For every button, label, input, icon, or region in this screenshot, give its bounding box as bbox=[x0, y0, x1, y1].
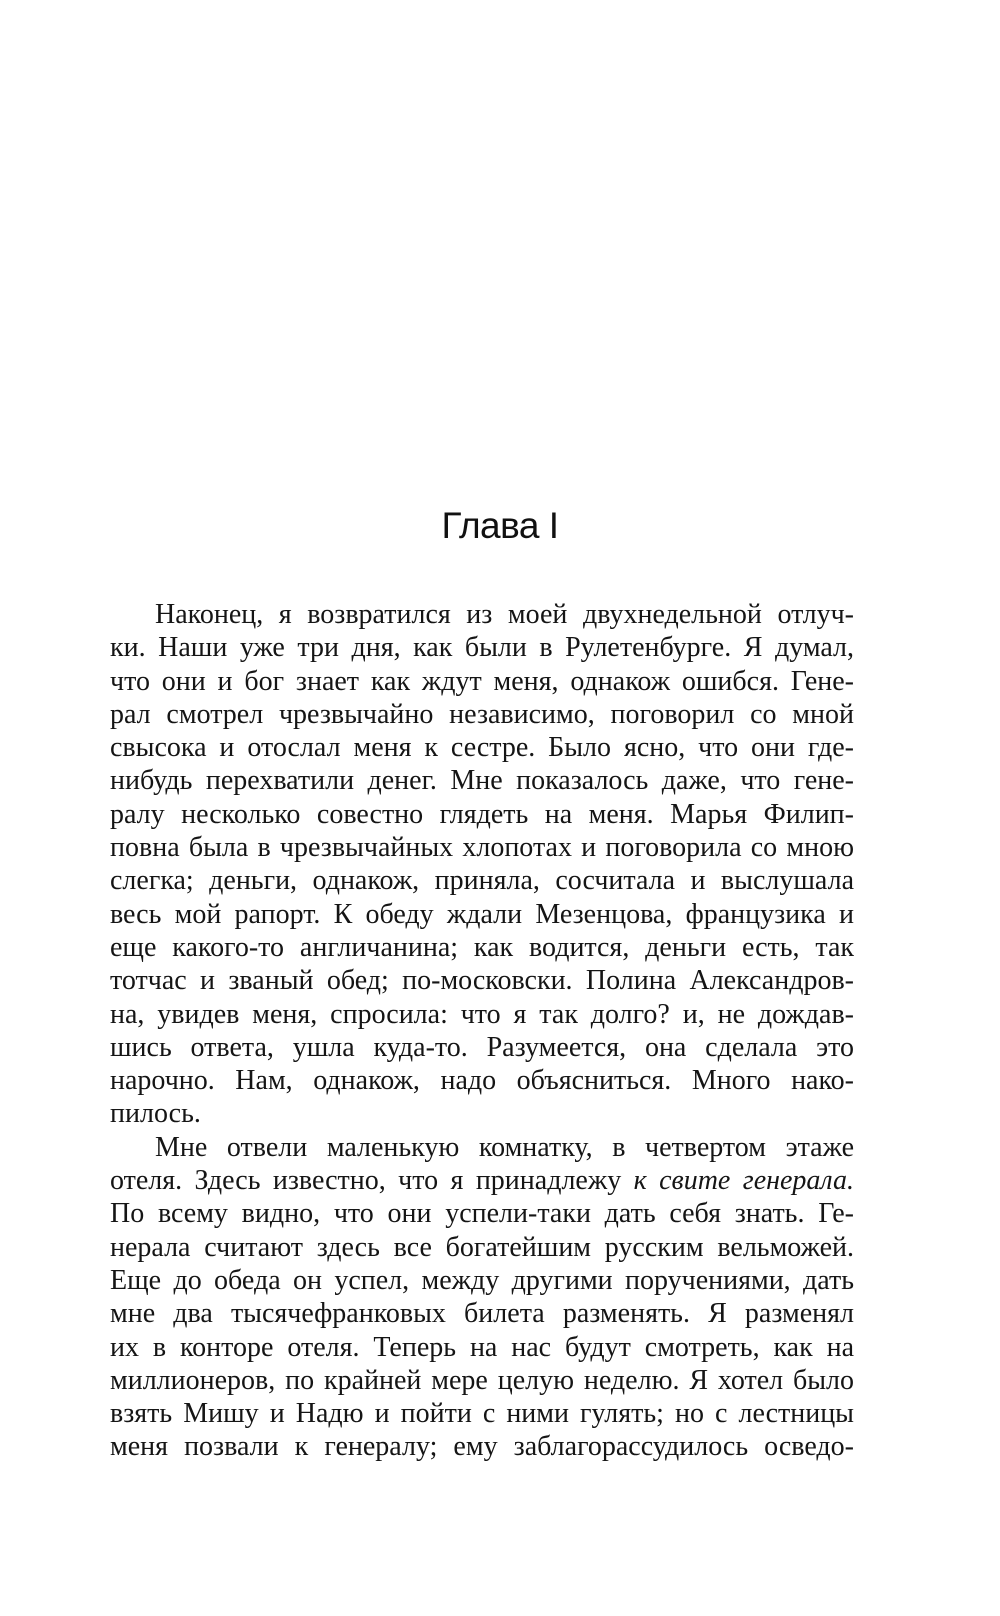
text-line: ки. Наши уже три дня, как были в Рулетенбурге. Я думал, bbox=[110, 632, 854, 664]
text-line: нарочно. Нам, однакож, надо объясниться. Много нако- bbox=[110, 1065, 854, 1097]
text-line: что они и бог знает как ждут меня, однакож ошибся. Гене- bbox=[110, 665, 854, 697]
paragraph bbox=[110, 1131, 854, 1464]
text-line: их в конторе отеля. Теперь на нас будут смотреть, как на bbox=[110, 1331, 854, 1363]
text-line: повна была в чрезвычайных хлопотах и поговорила со мною bbox=[110, 832, 854, 864]
text-line: еще какого-то англичанина; как водится, деньги есть, так bbox=[110, 931, 854, 963]
chapter-body bbox=[110, 598, 854, 1464]
text-line: шись ответа, ушла куда-то. Разумеется, она сделала это bbox=[110, 1031, 854, 1063]
text-segment: отеля. Здесь известно, что я принадлежу bbox=[110, 1165, 634, 1197]
text-line: миллионеров, по крайней мере целую неделю. Я хотел было bbox=[110, 1364, 854, 1396]
paragraph bbox=[110, 598, 854, 1131]
text-line: свысока и отослал меня к сестре. Было ясно, что они где- bbox=[110, 732, 854, 764]
text-line: меня позвали к генералу; ему заблагорассудилось осведо- bbox=[110, 1431, 854, 1463]
text-line: Наконец, я возвратился из моей двухнедельной отлуч- bbox=[155, 599, 854, 630]
text-line: рал смотрел чрезвычайно независимо, поговорил со мной bbox=[110, 698, 854, 730]
text-line: Еще до обеда он успел, между другими поручениями, дать bbox=[110, 1264, 854, 1296]
text-line: ралу несколько совестно глядеть на меня. Марья Филип- bbox=[110, 798, 854, 830]
text-line: слегка; деньги, однакож, приняла, сосчитала и выслушала bbox=[110, 865, 854, 897]
text-line: пилось. bbox=[110, 1098, 201, 1130]
text-line: нибудь перехватили денег. Мне показалось даже, что гене- bbox=[110, 765, 854, 797]
text-line: По всему видно, что они успели-таки дать себя знать. Ге- bbox=[110, 1198, 854, 1230]
text-line: тотчас и званый обед; по-московски. Полина Александров- bbox=[110, 965, 854, 997]
text-line: на, увидев меня, спросила: что я так долго? и, не дождав- bbox=[110, 998, 854, 1030]
text-line: весь мой рапорт. К обеду ждали Мезенцова, французика и bbox=[110, 898, 854, 930]
text-line: Мне отвели маленькую комнатку, в четвертом этаже bbox=[155, 1131, 854, 1163]
chapter-title: Глава I bbox=[441, 505, 559, 546]
emphasized-text: к свите генерала. bbox=[633, 1165, 854, 1197]
text-line-with-emphasis bbox=[110, 1164, 854, 1197]
text-line: взять Мишу и Надю и пойти с ними гулять; но с лестницы bbox=[110, 1398, 854, 1430]
text-line: мне два тысячефранковых билета разменять. Я разменял bbox=[110, 1298, 854, 1330]
text-line: нерала считают здесь все богатейшим русским вельможей. bbox=[110, 1231, 854, 1263]
